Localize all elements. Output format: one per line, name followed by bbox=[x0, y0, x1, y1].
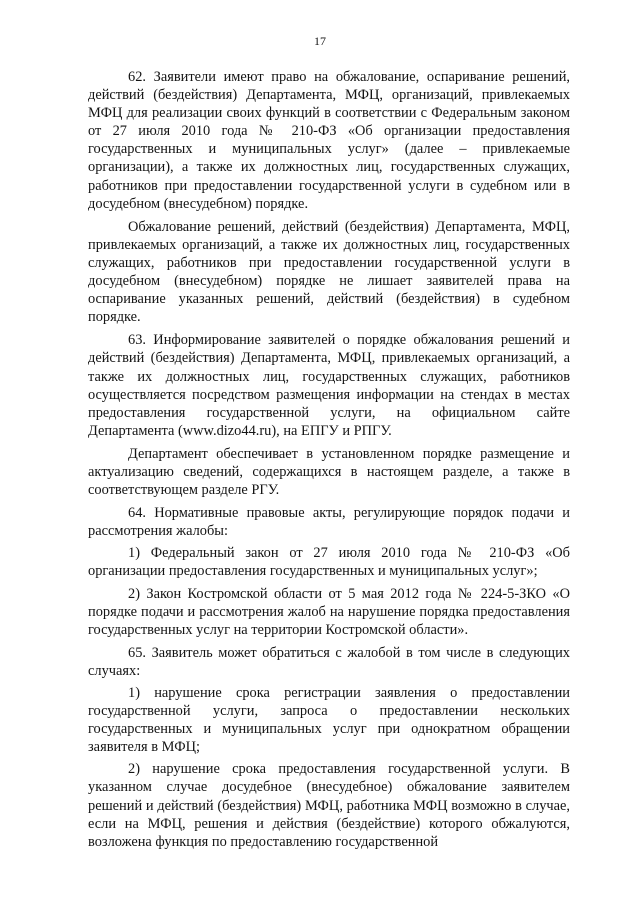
page-number: 17 bbox=[314, 34, 326, 48]
paragraph-62-appeal-note: Обжалование решений, действий (бездействия) Департамента, МФЦ, привлекаемых организаций, а также их должностных лиц, государственных служащих, работников при предоставлении государственной услуги в досудебном (внесудебном) порядке не лишает заявителей права на оспаривание указанных решений, действий (бездействия) в судебном порядке. bbox=[88, 218, 570, 326]
paragraph-63-department-note: Департамент обеспечивает в установленном порядке размещение и актуализацию сведений, содержащихся в настоящем разделе, а также в соответствующем разделе РГУ. bbox=[88, 445, 570, 499]
paragraph-65-item-1: 1) нарушение срока регистрации заявления о предоставлении государственной услуги, запроса о предоставлении нескольких государственных и муниципальных услуг при однократном обращении заявителя в МФЦ; bbox=[88, 685, 570, 756]
document-body bbox=[88, 68, 570, 856]
paragraph-64-item-2: 2) Закон Костромской области от 5 мая 2012 года № 224-5-ЗКО «О порядке подачи и рассмотрения жалоб на нарушение порядка предоставления государственных услуг на территории Костромской области». bbox=[88, 585, 570, 638]
paragraph-63: 63. Информирование заявителей о порядке обжалования решений и действий (бездействия) Департамента, МФЦ, привлекаемых организаций, а также их должностных лиц, государственных служащих, работников осуществляется посредством размещения информации на стендах в местах предоставления государственной услуги, на официальном сайте Департамента (www.dizo44.ru), на ЕПГУ и РПГУ. bbox=[88, 332, 570, 439]
paragraph-65: 65. Заявитель может обратиться с жалобой в том числе в следующих случаях: bbox=[88, 644, 570, 679]
paragraph-62: 62. Заявители имеют право на обжалование, оспаривание решений, действий (бездействия) Департамента, МФЦ, организаций, привлекаемых МФЦ для реализации своих функций в соответствии с Федеральным законом от 27 июля 2010 года № 210-ФЗ «Об организации предоставления государственных и муниципальных услуг» (далее – привлекаемые организации), а также их должностных лиц, государственных служащих, работников при предоставлении государственной услуги в судебном или в досудебном (внесудебном) порядке. bbox=[88, 69, 570, 212]
paragraph-64-item-1: 1) Федеральный закон от 27 июля 2010 года № 210-ФЗ «Об организации предоставления государственных и муниципальных услуг»; bbox=[88, 545, 570, 580]
paragraph-65-item-2: 2) нарушение срока предоставления государственной услуги. В указанном случае досудебное (внесудебное) обжалование заявителем решений и действий (бездействия) МФЦ, работника МФЦ возможно в случае, если на МФЦ, решения и действия (бездействие) которого обжалуются, возложена функция по предоставлению государственной bbox=[88, 761, 570, 850]
paragraph-64: 64. Нормативные правовые акты, регулирующие порядок подачи и рассмотрения жалобы: bbox=[88, 505, 570, 540]
